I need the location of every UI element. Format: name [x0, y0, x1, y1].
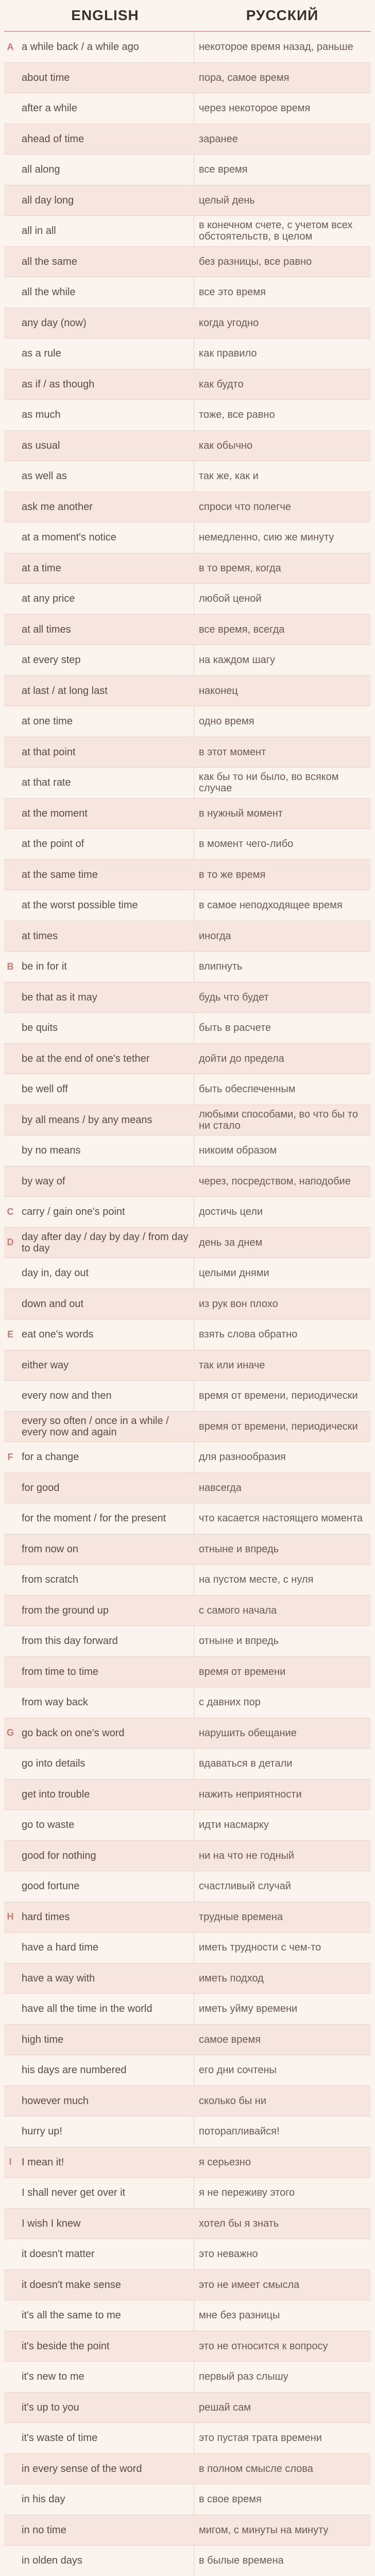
- english-phrase: from the ground up: [22, 1604, 109, 1616]
- english-phrase: be at the end of one's tether: [22, 1053, 150, 1064]
- russian-translation: так же, как и: [199, 470, 259, 482]
- russian-translation: отныне и впредь: [199, 1635, 279, 1647]
- table-row: [4, 1442, 371, 1473]
- table-row: [4, 2300, 371, 2331]
- table-row: [4, 1749, 371, 1780]
- table-row: [4, 1350, 371, 1381]
- english-phrase: at times: [22, 930, 58, 942]
- table-row: [4, 1994, 371, 2025]
- english-phrase: a while back / a while ago: [22, 41, 139, 53]
- russian-translation: нажить неприятности: [199, 1788, 302, 1800]
- table-row: [4, 185, 371, 216]
- table-row: [4, 1902, 371, 1933]
- english-phrase: from scratch: [22, 1574, 79, 1586]
- table-row: [4, 1044, 371, 1075]
- header-russian: РУССКИЙ: [246, 7, 319, 23]
- english-phrase: it doesn't matter: [22, 2248, 95, 2260]
- table-row: [4, 308, 371, 339]
- russian-translation: в свое время: [199, 2494, 262, 2505]
- table-row: [4, 63, 371, 94]
- english-phrase: in his day: [22, 2494, 65, 2505]
- table-row: [4, 615, 371, 646]
- english-phrase: at a time: [22, 562, 61, 574]
- russian-translation: через некоторое время: [199, 103, 311, 114]
- table-row: [4, 1258, 371, 1289]
- english-phrase: get into trouble: [22, 1788, 90, 1800]
- table-row: [4, 1871, 371, 1902]
- russian-translation: мне без разницы: [199, 2310, 280, 2321]
- russian-translation: через, посредством, наподобие: [199, 1175, 351, 1187]
- russian-translation: взять слова обратно: [199, 1329, 298, 1341]
- english-phrase: from time to time: [22, 1666, 98, 1677]
- table-row: [4, 1963, 371, 1994]
- russian-translation: дойти до предела: [199, 1053, 284, 1064]
- russian-translation: некоторое время назад, раньше: [199, 41, 353, 53]
- russian-translation: решай сам: [199, 2401, 251, 2413]
- table-row: [4, 400, 371, 431]
- table-row: [4, 921, 371, 952]
- english-phrase: at any price: [22, 593, 75, 605]
- table-row: [4, 522, 371, 553]
- english-phrase: it's up to you: [22, 2401, 79, 2413]
- table-row: [4, 1565, 371, 1596]
- english-phrase: day after day / day by day / from day to day: [22, 1231, 189, 1254]
- table-row: [4, 1718, 371, 1749]
- russian-translation: идти насмарку: [199, 1819, 269, 1831]
- table-row: [4, 1074, 371, 1105]
- table-row: [4, 2454, 371, 2485]
- table-row: [4, 2055, 371, 2086]
- english-phrase: in no time: [22, 2524, 66, 2536]
- table-row: [4, 737, 371, 768]
- russian-translation: это не имеет смысла: [199, 2279, 300, 2291]
- russian-translation: как будто: [199, 378, 244, 390]
- english-phrase: every now and then: [22, 1390, 112, 1402]
- russian-translation: отныне и впредь: [199, 1543, 279, 1555]
- table-row: [4, 2209, 371, 2240]
- english-phrase: as a rule: [22, 348, 61, 360]
- russian-translation: вдаваться в детали: [199, 1758, 293, 1770]
- russian-translation: целыми днями: [199, 1267, 269, 1279]
- phrase-table: [4, 32, 371, 2576]
- russian-translation: так или иначе: [199, 1359, 265, 1371]
- english-phrase: it doesn't make sense: [22, 2279, 121, 2291]
- russian-translation: поторапливайся!: [199, 2126, 280, 2138]
- table-row: [4, 2546, 371, 2576]
- english-phrase: day in, day out: [22, 1267, 89, 1279]
- russian-translation: иметь трудности с чем-то: [199, 1942, 321, 1954]
- russian-translation: все это время: [199, 286, 266, 298]
- english-phrase: at the same time: [22, 869, 98, 880]
- english-phrase: carry / gain one's point: [22, 1206, 125, 1218]
- english-phrase: all the same: [22, 256, 77, 267]
- table-row: [4, 1596, 371, 1626]
- table-row: [4, 982, 371, 1013]
- russian-translation: это не относится к вопросу: [199, 2340, 328, 2352]
- english-phrase: I mean it!: [22, 2156, 64, 2168]
- russian-translation: для разнообразия: [199, 1451, 286, 1463]
- russian-translation: целый день: [199, 194, 255, 206]
- english-phrase: from this day forward: [22, 1635, 118, 1647]
- english-phrase: any day (now): [22, 317, 87, 329]
- table-row: [4, 1013, 371, 1044]
- russian-translation: в самое неподходящее время: [199, 900, 343, 911]
- russian-translation: тоже, все равно: [199, 409, 275, 421]
- russian-translation: время от времени, периодически: [199, 1390, 358, 1402]
- table-row: [4, 247, 371, 278]
- russian-translation: влипнуть: [199, 961, 243, 973]
- table-row: [4, 768, 371, 799]
- english-phrase: at the moment: [22, 807, 88, 819]
- russian-translation: иметь подход: [199, 1972, 264, 1984]
- english-phrase: at all times: [22, 623, 71, 635]
- table-row: [4, 2484, 371, 2515]
- table-row: [4, 277, 371, 308]
- table-row: [4, 1780, 371, 1810]
- english-phrase: it's waste of time: [22, 2432, 98, 2444]
- russian-translation: в полном смысле слова: [199, 2463, 313, 2475]
- english-phrase: at one time: [22, 716, 73, 727]
- row-letter: G: [6, 1727, 14, 1738]
- english-phrase: go into details: [22, 1758, 86, 1770]
- table-row: [4, 2116, 371, 2147]
- table-row: [4, 1136, 371, 1166]
- russian-translation: иногда: [199, 930, 231, 942]
- english-phrase: by no means: [22, 1145, 81, 1157]
- english-phrase: I wish I knew: [22, 2217, 81, 2229]
- russian-translation: все время, всегда: [199, 623, 285, 635]
- russian-translation: в то же время: [199, 869, 266, 880]
- table-row: [4, 1626, 371, 1657]
- russian-translation: наконец: [199, 685, 238, 697]
- row-letter: A: [7, 41, 14, 52]
- english-phrase: ask me another: [22, 501, 93, 513]
- russian-translation: будь что будет: [199, 991, 269, 1003]
- russian-translation: в былые времена: [199, 2555, 284, 2567]
- russian-translation: сколько бы ни: [199, 2095, 267, 2107]
- russian-translation: нарушить обещание: [199, 1727, 297, 1739]
- russian-translation: пора, самое время: [199, 72, 289, 83]
- table-row: [4, 2331, 371, 2362]
- table-row: [4, 1657, 371, 1688]
- english-phrase: after a while: [22, 103, 77, 114]
- english-phrase: as much: [22, 409, 61, 421]
- russian-translation: на каждом шагу: [199, 654, 275, 666]
- english-phrase: for a change: [22, 1451, 79, 1463]
- russian-translation: мигом, с минуты на минуту: [199, 2524, 329, 2536]
- russian-translation: иметь уйму времени: [199, 2003, 298, 2015]
- english-phrase: in every sense of the word: [22, 2463, 142, 2475]
- english-phrase: be that as it may: [22, 991, 97, 1003]
- table-row: [4, 2362, 371, 2393]
- table-row: [4, 93, 371, 124]
- table-row: [4, 369, 371, 400]
- russian-translation: ни на что не годный: [199, 1850, 295, 1861]
- english-phrase: at the worst possible time: [22, 900, 138, 911]
- russian-translation: одно время: [199, 716, 254, 727]
- english-phrase: from way back: [22, 1697, 88, 1708]
- english-phrase: from now on: [22, 1543, 79, 1555]
- russian-translation: счастливый случай: [199, 1880, 291, 1892]
- english-phrase: at that rate: [22, 777, 71, 789]
- english-phrase: be in for it: [22, 961, 67, 973]
- english-phrase: for good: [22, 1482, 60, 1494]
- english-phrase: by way of: [22, 1175, 65, 1187]
- row-letter: F: [7, 1451, 13, 1462]
- english-phrase: however much: [22, 2095, 89, 2107]
- table-row: [4, 2086, 371, 2117]
- table-row: [4, 1473, 371, 1504]
- english-phrase: eat one's words: [22, 1329, 94, 1341]
- english-phrase: down and out: [22, 1298, 84, 1310]
- russian-translation: я не переживу этого: [199, 2187, 295, 2199]
- table-row: [4, 706, 371, 737]
- table-row: [4, 492, 371, 523]
- row-letter: H: [7, 1911, 14, 1922]
- russian-translation: на пустом месте, с нуля: [199, 1574, 314, 1586]
- table-row: [4, 2025, 371, 2056]
- table-row: [4, 338, 371, 369]
- table-row: [4, 2178, 371, 2209]
- russian-translation: это неважно: [199, 2248, 258, 2260]
- english-phrase: every so often / once in a while / every now and again: [22, 1415, 169, 1438]
- table-header: [4, 0, 371, 32]
- english-phrase: as well as: [22, 470, 67, 482]
- russian-translation: что касается настоящего момента: [199, 1513, 363, 1524]
- russian-translation: как правило: [199, 348, 257, 360]
- russian-translation: быть в расчете: [199, 1022, 271, 1034]
- russian-translation: с самого начала: [199, 1604, 277, 1616]
- table-row: [4, 155, 371, 185]
- english-phrase: be quits: [22, 1022, 58, 1034]
- english-phrase: his days are numbered: [22, 2064, 127, 2076]
- russian-translation: немедленно, сию же минуту: [199, 532, 334, 544]
- table-row: [4, 2270, 371, 2301]
- russian-translation: как обычно: [199, 439, 253, 451]
- russian-translation: хотел бы я знать: [199, 2217, 279, 2229]
- english-phrase: all in all: [22, 225, 56, 237]
- russian-translation: любой ценой: [199, 593, 262, 605]
- english-phrase: it's beside the point: [22, 2340, 110, 2352]
- english-phrase: I shall never get over it: [22, 2187, 126, 2199]
- russian-translation: достичь цели: [199, 1206, 263, 1218]
- russian-translation: навсегда: [199, 1482, 242, 1494]
- russian-translation: время от времени: [199, 1666, 286, 1677]
- english-phrase: good fortune: [22, 1880, 80, 1892]
- english-phrase: hurry up!: [22, 2126, 62, 2138]
- table-row: [4, 2515, 371, 2546]
- table-row: [4, 829, 371, 860]
- russian-translation: с давних пор: [199, 1697, 261, 1708]
- table-row: [4, 676, 371, 707]
- english-phrase: have all the time in the world: [22, 2003, 152, 2015]
- english-phrase: have a hard time: [22, 1942, 98, 1954]
- english-phrase: all day long: [22, 194, 74, 206]
- table-row: [4, 553, 371, 584]
- table-row: [4, 1319, 371, 1350]
- english-phrase: all the while: [22, 286, 76, 298]
- english-phrase: go to waste: [22, 1819, 75, 1831]
- header-english: ENGLISH: [71, 7, 139, 23]
- table-row: [4, 1933, 371, 1963]
- russian-translation: в этот момент: [199, 746, 266, 758]
- table-row: [4, 1228, 371, 1259]
- row-letter: B: [7, 961, 14, 972]
- russian-translation: никоим образом: [199, 1145, 277, 1157]
- table-row: [4, 1841, 371, 1872]
- english-phrase: for the moment / for the present: [22, 1513, 166, 1524]
- table-row: [4, 860, 371, 891]
- russian-translation: трудные времена: [199, 1911, 283, 1923]
- english-phrase: as usual: [22, 439, 60, 451]
- table-row: [4, 2147, 371, 2178]
- russian-translation: день за днем: [199, 1236, 263, 1248]
- russian-translation: заранее: [199, 133, 238, 145]
- table-row: [4, 216, 371, 247]
- russian-translation: в то время, когда: [199, 562, 281, 574]
- russian-translation: без разницы, все равно: [199, 256, 312, 267]
- english-phrase: ahead of time: [22, 133, 84, 145]
- english-phrase: about time: [22, 72, 70, 83]
- russian-translation: самое время: [199, 2033, 261, 2045]
- english-phrase: good for nothing: [22, 1850, 96, 1861]
- table-row: [4, 124, 371, 155]
- english-phrase: it's new to me: [22, 2371, 84, 2383]
- table-row: [4, 1687, 371, 1718]
- table-row: [4, 431, 371, 462]
- russian-translation: в конечном счете, с учетом всех обстоятельств, в целом: [199, 219, 353, 243]
- russian-translation: первый раз слышу: [199, 2371, 288, 2383]
- russian-translation: когда угодно: [199, 317, 259, 329]
- row-letter: E: [7, 1329, 13, 1340]
- english-phrase: have a way with: [22, 1972, 95, 1984]
- english-phrase: by all means / by any means: [22, 1114, 152, 1126]
- table-row: [4, 645, 371, 676]
- english-phrase: go back on one's word: [22, 1727, 125, 1739]
- table-row: [4, 584, 371, 615]
- russian-translation: время от времени, периодически: [199, 1420, 358, 1432]
- table-row: [4, 2393, 371, 2424]
- table-row: [4, 2423, 371, 2454]
- english-phrase: at every step: [22, 654, 81, 666]
- russian-translation: в момент чего-либо: [199, 838, 294, 850]
- table-row: [4, 1197, 371, 1228]
- row-letter: C: [7, 1206, 14, 1217]
- russian-translation: его дни сочтены: [199, 2064, 277, 2076]
- table-row: [4, 952, 371, 982]
- table-row: [4, 1105, 371, 1136]
- english-phrase: hard times: [22, 1911, 70, 1923]
- russian-translation: это пустая трата времени: [199, 2432, 322, 2444]
- table-row: [4, 1166, 371, 1197]
- table-row: [4, 1289, 371, 1320]
- russian-translation: любыми способами, во что бы то ни стало: [199, 1108, 358, 1131]
- english-phrase: in olden days: [22, 2555, 82, 2567]
- table-row: [4, 1534, 371, 1565]
- table-row: [4, 2239, 371, 2270]
- russian-translation: все время: [199, 164, 248, 176]
- english-phrase: high time: [22, 2033, 64, 2045]
- table-row: [4, 461, 371, 492]
- row-letter: D: [7, 1237, 14, 1248]
- english-phrase: be well off: [22, 1083, 68, 1095]
- russian-translation: в нужный момент: [199, 807, 283, 819]
- english-phrase: at last / at long last: [22, 685, 108, 697]
- english-phrase: at that point: [22, 746, 76, 758]
- table-row: [4, 890, 371, 921]
- row-letter: I: [9, 2157, 12, 2167]
- russian-translation: спроси что полегче: [199, 501, 291, 513]
- russian-translation: я серьезно: [199, 2156, 251, 2168]
- russian-translation: как бы то ни было, во всяком случае: [199, 771, 339, 794]
- table-row: [4, 1381, 371, 1412]
- table-row: [4, 1810, 371, 1841]
- english-phrase: it's all the same to me: [22, 2310, 121, 2321]
- table-row: [4, 799, 371, 829]
- russian-translation: быть обеспеченным: [199, 1083, 296, 1095]
- english-phrase: either way: [22, 1359, 69, 1371]
- table-row: [4, 1412, 371, 1443]
- english-phrase: at a moment's notice: [22, 532, 116, 544]
- table-row: [4, 32, 371, 63]
- english-phrase: as if / as though: [22, 378, 95, 390]
- english-phrase: all along: [22, 164, 60, 176]
- russian-translation: из рук вон плохо: [199, 1298, 278, 1310]
- english-phrase: at the point of: [22, 838, 84, 850]
- table-row: [4, 1503, 371, 1534]
